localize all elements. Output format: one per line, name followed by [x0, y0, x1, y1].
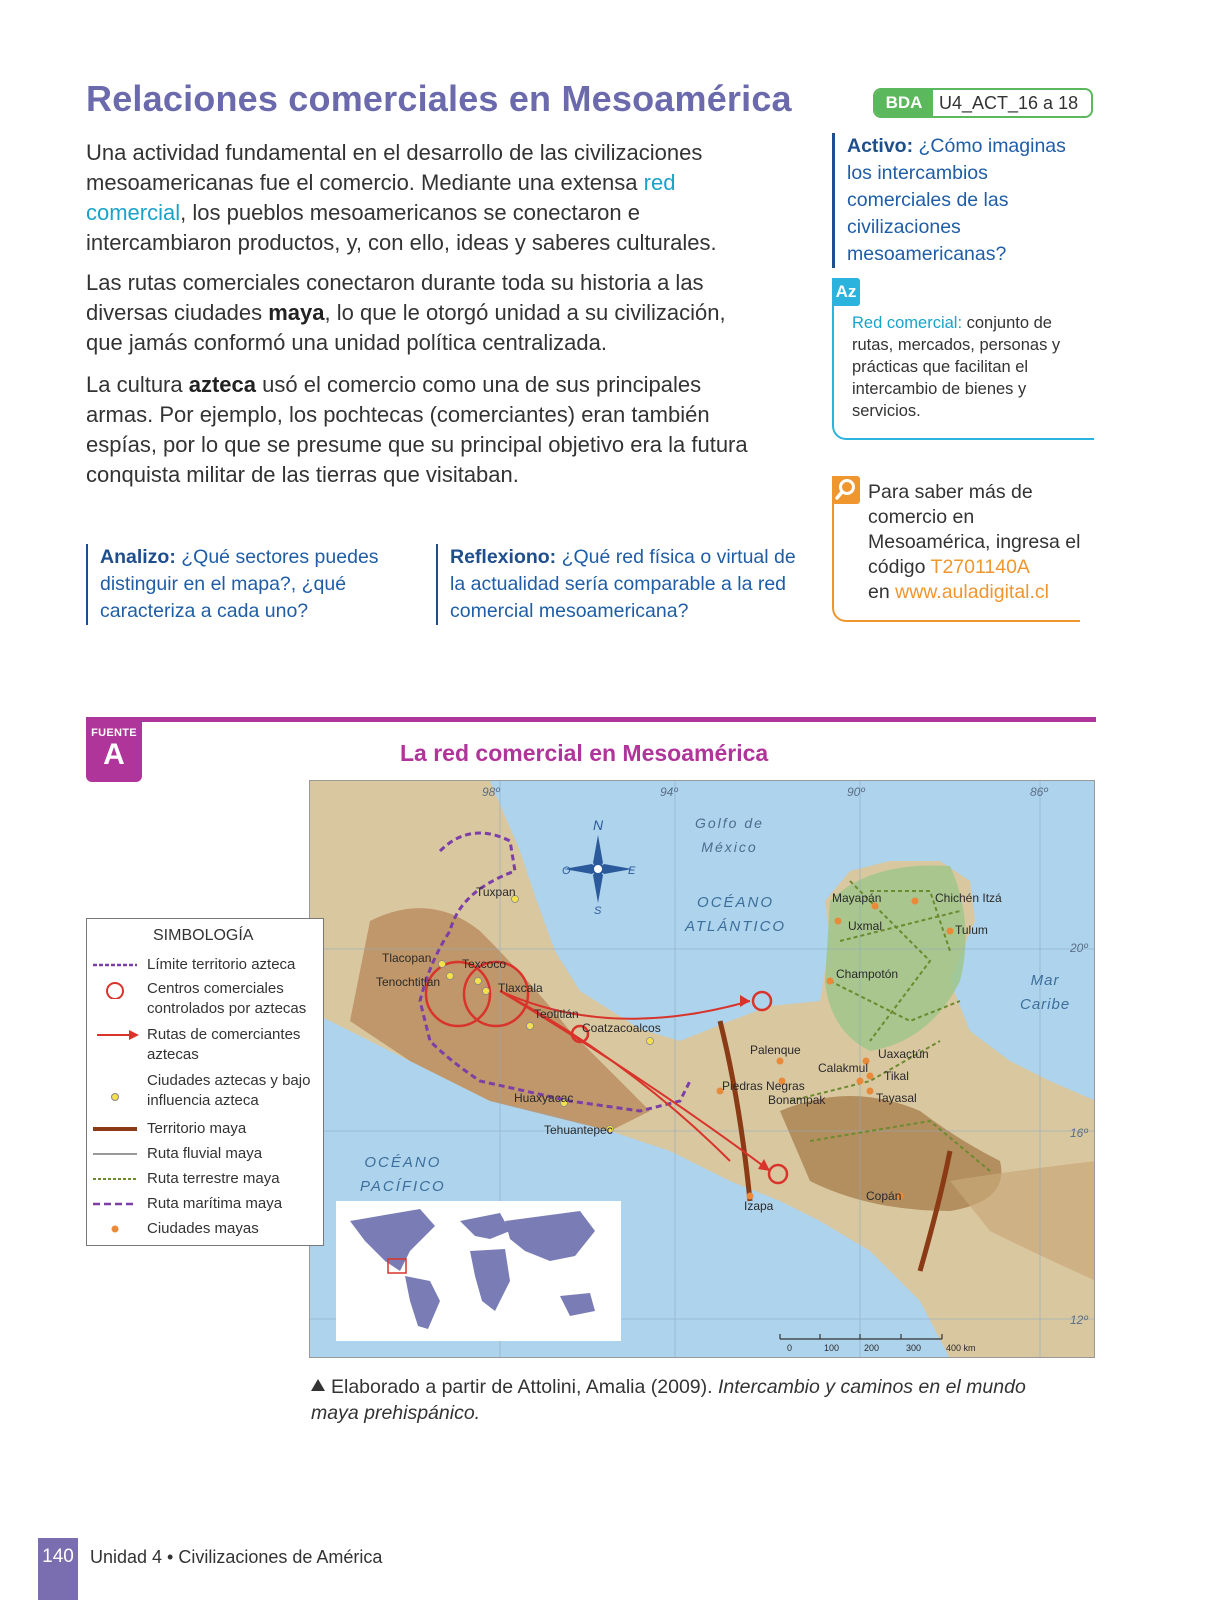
source-label: FUENTE: [91, 727, 137, 739]
city-calakmul: Calakmul: [818, 1061, 869, 1075]
city-tenochtitlan: Tenochtitlan: [376, 975, 441, 989]
source-divider: [86, 717, 1096, 722]
city-tlaxcala: Tlaxcala: [498, 981, 543, 995]
paragraph-2: [86, 268, 766, 358]
deg-98: 98º: [482, 785, 500, 799]
deg-12: 12º: [1070, 1313, 1088, 1327]
paragraph-1-text-a: Una actividad fundamental en el desarrollo de las civilizaciones mesoamericanas fue el comercio. Mediante una extensa: [86, 140, 703, 195]
legend-label: Ciudades mayas: [147, 1220, 259, 1237]
commercial-center-symbol: [87, 979, 147, 999]
analizo-text: ¿Qué sectores puedes distinguir en el mapa?, ¿qué caracteriza a cada uno?: [100, 546, 379, 622]
caption-text: Elaborado a partir de Attolini, Amalia (2009).: [331, 1376, 718, 1398]
activo-box: [832, 133, 1096, 268]
legend-label: Ruta fluvial maya: [147, 1145, 263, 1162]
compass-s: S: [594, 905, 602, 917]
maya-river-route-symbol: [87, 1144, 147, 1164]
sea-mar-caribe: Mar Caribe: [1020, 972, 1071, 1013]
map-title: La red comercial en Mesoamérica: [400, 740, 769, 766]
glossary-term: Red comercial:: [852, 314, 963, 332]
city-coatzacoalcos: Coatzacoalcos: [582, 1021, 661, 1035]
city-huaxyacac: Huaxyacac: [514, 1091, 574, 1105]
deg-16: 16º: [1070, 1126, 1088, 1140]
city-uxmal: Uxmal: [848, 919, 883, 933]
bda-code: U4_ACT_16 a 18: [939, 92, 1079, 113]
caption-italic: Intercambio y caminos en el mundo maya prehispánico.: [311, 1376, 1026, 1424]
glossary-box: [832, 278, 1094, 440]
city-teotitlan: Teotitlán: [534, 1007, 579, 1021]
source-badge: [86, 720, 142, 782]
legend-item: [87, 1119, 325, 1139]
analizo-label: Analizo:: [100, 546, 176, 568]
sea-oceano-atlantico: OCÉANO ATLÁNTICO: [685, 894, 787, 935]
legend-title: SIMBOLOGÍA: [153, 927, 254, 944]
glossary-definition: conjunto de rutas, mercados, personas y prácticas que facilitan el intercambio de bienes y servicios.: [852, 314, 1061, 420]
paragraph-1-text-b: , los pueblos mesoamericanos se conectaron e intercambiaron productos, y, con ello, ideas y saberes culturales.: [86, 200, 717, 255]
legend-label: Rutas de comerciantes aztecas: [147, 1026, 301, 1063]
legend-item: [87, 1169, 325, 1189]
magnifier-icon: [832, 476, 860, 504]
city-tlacopan: Tlacopan: [382, 951, 432, 965]
legend-label: Ciudades aztecas y bajo influencia azteca: [147, 1072, 311, 1109]
map-caption: [311, 1374, 1071, 1426]
maya-territory-symbol: [87, 1119, 147, 1139]
paragraph-3-text-a: La cultura: [86, 372, 189, 397]
city-uaxactun: Uaxactún: [878, 1047, 929, 1061]
scale-300: 300: [906, 1343, 922, 1353]
page-number: 140: [42, 1546, 74, 1567]
scale-200: 200: [864, 1343, 880, 1353]
scale-400km: 400 km: [946, 1343, 976, 1353]
more-info-box: [832, 476, 1080, 622]
caption-triangle-icon: [311, 1379, 325, 1391]
city-tulum: Tulum: [955, 923, 988, 937]
legend-item: [87, 1071, 325, 1111]
glossary-text: [852, 312, 1092, 422]
page-title: Relaciones comerciales en Mesoamérica: [86, 78, 792, 119]
deg-86: 86º: [1030, 785, 1048, 799]
paragraph-1: [86, 138, 766, 258]
legend-label: Ruta terrestre maya: [147, 1170, 280, 1187]
deg-90: 90º: [847, 785, 865, 799]
city-chichen-itza: Chichén Itzá: [935, 891, 1002, 905]
scale-bar: [780, 1334, 942, 1339]
city-tuxpan: Tuxpan: [476, 885, 516, 899]
activo-text: ¿Cómo imaginas los intercambios comerciales de las civilizaciones mesoamericanas?: [847, 135, 1066, 265]
legend-label: Ruta marítima maya: [147, 1195, 283, 1212]
paragraph-2-bold: maya: [268, 300, 325, 325]
activo-label: Activo:: [847, 135, 914, 157]
legend-label: Territorio maya: [147, 1120, 247, 1137]
legend-label: Centros comerciales controlados por aztecas: [147, 980, 307, 1017]
legend-item: [87, 1219, 325, 1239]
more-info-text-a: Para saber más de comercio en Mesoamérica, ingresa el código: [868, 481, 1081, 578]
city-tehuantepec: Tehuantepec: [544, 1123, 613, 1137]
more-info-text-b: en: [868, 581, 896, 603]
reflexiono-box: [436, 544, 796, 625]
more-info-text: [868, 480, 1082, 605]
bda-tag: BDA: [875, 90, 933, 116]
legend-item: [87, 1194, 325, 1214]
city-champoton: Champotón: [836, 967, 899, 981]
footer-unit-text: Unidad 4 • Civilizaciones de América: [90, 1547, 383, 1567]
legend-item: [87, 1144, 325, 1164]
paragraph-3-text-b: usó el comercio como una de sus principales armas. Por ejemplo, los pochtecas (comerciantes) eran también espías, por lo que se presume que su principal objetivo era la futura conquista militar de las tierras que visitaban.: [86, 372, 748, 487]
paragraph-2-text-a: Las rutas comerciales conectaron durante toda su historia a las diversas ciudades: [86, 270, 704, 325]
city-palenque: Palenque: [750, 1043, 801, 1057]
paragraph-2-text-b: , lo que le otorgó unidad a su civilización, que jamás conformó una unidad política centralizada.: [86, 300, 726, 355]
more-info-code: T2701140A: [930, 556, 1030, 578]
deg-20: 20º: [1070, 941, 1088, 955]
scale-100: 100: [824, 1343, 840, 1353]
aztec-boundary-symbol: [87, 955, 147, 975]
maya-sea-route-symbol: [87, 1194, 147, 1214]
compass-n: N: [593, 817, 604, 833]
city-izapa: Izapa: [744, 1199, 774, 1213]
paragraph-3-bold: azteca: [188, 372, 257, 397]
city-tayasal: Tayasal: [876, 1091, 917, 1105]
city-copan: Copán: [866, 1189, 902, 1203]
city-tikal: Tikal: [884, 1069, 909, 1083]
more-info-link[interactable]: www.auladigital.cl: [895, 581, 1050, 603]
glossary-icon: Az: [832, 278, 860, 306]
city-texcoco: Texcoco: [462, 957, 507, 971]
sea-oceano-pacifico: OCÉANO PACÍFICO: [360, 1154, 446, 1195]
deg-94: 94º: [660, 785, 678, 799]
maya-city-symbol: [87, 1219, 147, 1239]
sea-golfo-mexico: Golfo de México: [695, 815, 764, 855]
compass-o: O: [562, 865, 571, 877]
city-bonampak: Bonampak: [768, 1093, 826, 1107]
legend-item: [87, 1025, 325, 1065]
reflexiono-label: Reflexiono:: [450, 546, 557, 568]
city-mayapan: Mayapán: [832, 891, 882, 905]
legend-item: [87, 979, 325, 1019]
analizo-box: [86, 544, 396, 625]
map-graphic: [310, 781, 1095, 1358]
mesoamerica-map: [309, 780, 1095, 1358]
term-red-comercial[interactable]: red comercial: [86, 170, 676, 225]
reflexiono-text: ¿Qué red física o virtual de la actualidad sería comparable a la red comercial mesoamericana?: [450, 546, 796, 622]
scale-0: 0: [787, 1343, 793, 1353]
source-letter: A: [103, 738, 125, 771]
city-piedras-negras: Piedras Negras: [722, 1079, 805, 1093]
aztec-route-symbol: [87, 1025, 147, 1045]
paragraph-3: [86, 370, 766, 490]
map-legend: [86, 918, 324, 1246]
bda-code-box: [873, 88, 1093, 118]
compass-rose: [564, 835, 632, 903]
aztec-city-symbol: [87, 1071, 147, 1091]
maya-land-route-symbol: [87, 1169, 147, 1189]
legend-item: [87, 955, 325, 975]
compass-e: E: [628, 865, 636, 877]
legend-label: Límite territorio azteca: [147, 956, 296, 973]
